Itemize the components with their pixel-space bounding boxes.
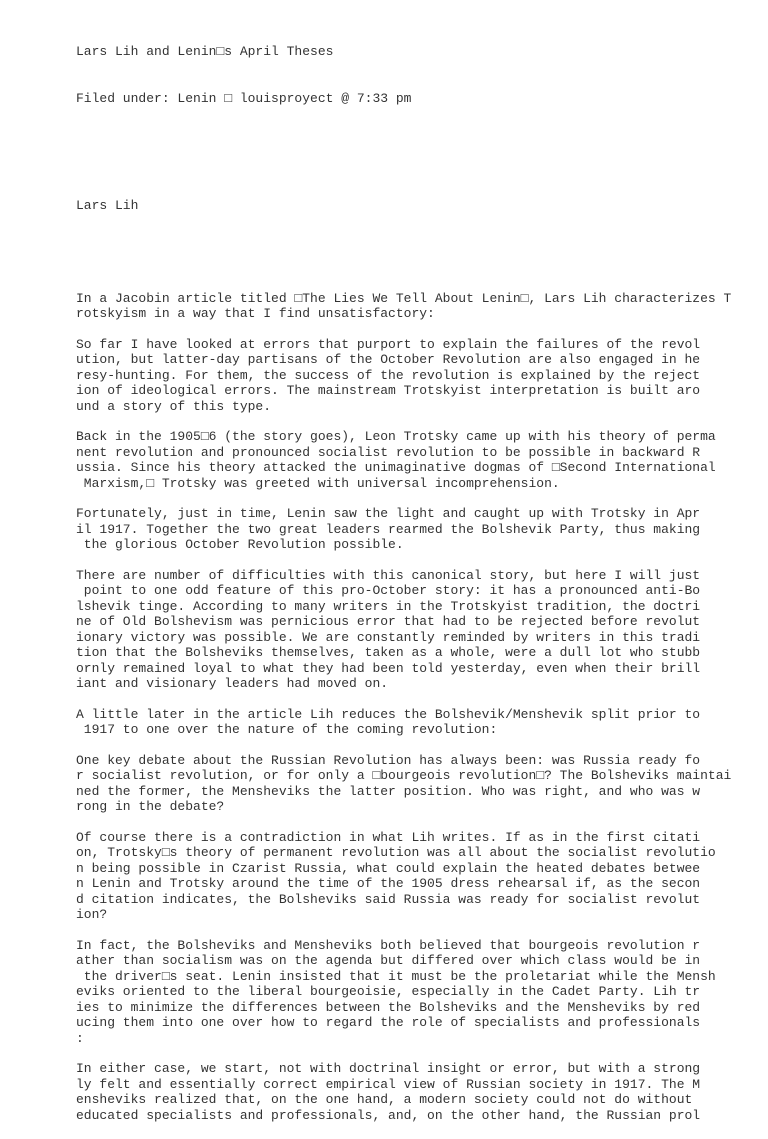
text-line: ies to minimize the differences between the Bolsheviks and the Mensheviks by red: [76, 999, 701, 1015]
text-line: resy-hunting. For them, the success of the revolution is explained by the reject: [76, 367, 701, 383]
text-line: ion of ideological errors. The mainstream Trotskyist interpretation is built aro: [76, 383, 701, 398]
text-line: :: [76, 1030, 84, 1046]
text-line: ather than socialism was on the agenda but differed over which class would be in: [76, 953, 701, 968]
text-line: One key debate about the Russian Revolution has always been: was Russia ready fo: [76, 752, 701, 768]
text-line: In either case, we start, not with doctrinal insight or error, but with a strong: [76, 1061, 701, 1076]
spacer: [76, 815, 756, 830]
text-line: und a story of this type.: [76, 398, 272, 414]
paragraph: [76, 568, 756, 692]
document-page: [76, 13, 756, 1139]
spacer: [76, 692, 756, 707]
text-line: In a Jacobin article titled □The Lies We Tell About Lenin□, Lars Lih characterizes T: [76, 290, 732, 306]
text-line: A little later in the article Lih reduces the Bolshevik/Menshevik split prior to: [76, 706, 701, 722]
paragraph: [76, 753, 756, 815]
text-line: ution, but latter-day partisans of the October Revolution are also engaged in he: [76, 352, 701, 367]
spacer: [76, 137, 756, 167]
paragraph: [76, 337, 756, 415]
text-line: ussia. Since his theory attacked the unimaginative dogmas of □Second International: [76, 460, 716, 475]
text-line: tion that the Bolsheviks themselves, taken as a whole, were a dull lot who stubb: [76, 645, 701, 660]
text-line: ensheviks realized that, on the one hand, a modern society could not do without: [76, 1092, 693, 1107]
text-line: the glorious October Revolution possible.: [76, 537, 404, 552]
paragraph: [76, 830, 756, 923]
post-meta: Filed under: Lenin □ louisproyect @ 7:33 pm: [76, 90, 412, 106]
paragraph: [76, 429, 756, 491]
text-line: So far I have looked at errors that purport to explain the failures of the revol: [76, 336, 701, 352]
image-caption: Lars Lih: [76, 198, 139, 213]
text-line: ne of Old Bolshevism was pernicious error that had to be rejected before revolut: [76, 614, 701, 629]
text-line: n being possible in Czarist Russia, what could explain the heated debates betwee: [76, 860, 701, 876]
text-line: the driver□s seat. Lenin insisted that it must be the proletariat while the Mensh: [76, 968, 716, 984]
text-line: ned the former, the Mensheviks the latter position. Who was right, and who was w: [76, 783, 701, 799]
text-line: lshevik tinge. According to many writers in the Trotskyist tradition, the doctri: [76, 598, 701, 614]
text-line: iant and visionary leaders had moved on.: [76, 676, 389, 691]
paragraph: [76, 1061, 756, 1123]
paragraph: [76, 707, 756, 738]
text-line: il 1917. Together the two great leaders rearmed the Bolshevik Party, thus making: [76, 521, 701, 537]
spacer: [76, 245, 756, 260]
text-line: rotskyism in a way that I find unsatisfactory:: [76, 306, 435, 321]
text-line: educated specialists and professionals, and, on the other hand, the Russian prol: [76, 1107, 701, 1123]
text-line: Marxism,□ Trotsky was greeted with universal incomprehension.: [76, 475, 560, 491]
text-line: Back in the 1905□6 (the story goes), Leon Trotsky came up with his theory of perma: [76, 429, 716, 444]
text-line: eviks oriented to the liberal bourgeoisie, especially in the Cadet Party. Lih tr: [76, 984, 701, 999]
spacer: [76, 738, 756, 753]
text-line: There are number of difficulties with this canonical story, but here I will just: [76, 567, 701, 583]
text-line: In fact, the Bolsheviks and Mensheviks both believed that bourgeois revolution r: [76, 937, 701, 953]
spacer: [76, 414, 756, 429]
post-title: Lars Lih and Lenin□s April Theses: [76, 44, 334, 59]
article-body: [76, 291, 756, 1124]
text-line: Of course there is a contradiction in what Lih writes. If as in the first citati: [76, 829, 701, 845]
text-line: on, Trotsky□s theory of permanent revolution was all about the socialist revolutio: [76, 845, 716, 860]
text-line: ion?: [76, 907, 108, 922]
text-line: n Lenin and Trotsky around the time of the 1905 dress rehearsal if, as the secon: [76, 876, 701, 891]
text-line: rong in the debate?: [76, 799, 225, 814]
text-line: nent revolution and pronounced socialist revolution to be possible in backward R: [76, 444, 701, 460]
text-line: ucing them into one over how to regard the role of specialists and professionals: [76, 1015, 701, 1030]
text-line: d citation indicates, the Bolsheviks said Russia was ready for socialist revolut: [76, 891, 701, 907]
spacer: [76, 1046, 756, 1061]
text-line: point to one odd feature of this pro-October story: it has a pronounced anti-Bo: [76, 583, 701, 598]
spacer: [76, 322, 756, 337]
spacer: [76, 491, 756, 506]
paragraph: [76, 506, 756, 553]
text-line: r socialist revolution, or for only a □bourgeois revolution□? The Bolsheviks maintai: [76, 768, 732, 783]
text-line: ornly remained loyal to what they had been told yesterday, even when their brill: [76, 660, 701, 676]
spacer: [76, 923, 756, 938]
paragraph: [76, 938, 756, 1047]
text-line: 1917 to one over the nature of the coming revolution:: [76, 722, 498, 737]
spacer: [76, 553, 756, 568]
paragraph: [76, 291, 756, 322]
text-line: ionary victory was possible. We are constantly reminded by writers in this tradi: [76, 629, 701, 645]
text-line: Fortunately, just in time, Lenin saw the light and caught up with Trotsky in Apr: [76, 506, 701, 521]
text-line: ly felt and essentially correct empirical view of Russian society in 1917. The M: [76, 1076, 701, 1092]
